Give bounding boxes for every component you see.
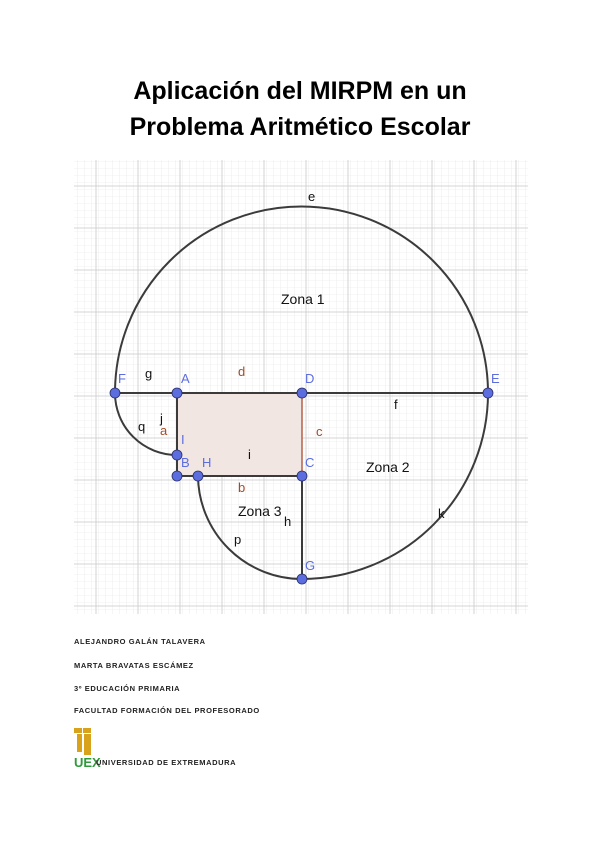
label-segment-h: h <box>284 514 292 529</box>
label-arc-q: q <box>138 419 146 434</box>
university-name: UNIVERSIDAD DE EXTREMADURA <box>96 758 237 767</box>
label-point-a: A <box>181 371 190 386</box>
faculty: FACULTAD FORMACIÓN DEL PROFESORADO <box>74 706 260 715</box>
label-point-f: F <box>118 371 126 386</box>
label-segment-d: d <box>238 364 246 379</box>
label-point-c: C <box>305 455 315 470</box>
author-2: MARTA BRAVATAS ESCÁMEZ <box>74 661 194 670</box>
label-segment-j: j <box>160 411 163 426</box>
label-zone-1: Zona 1 <box>281 291 325 307</box>
label-point-h: H <box>202 455 212 470</box>
label-point-g: G <box>305 558 316 573</box>
label-arc-e: e <box>308 189 316 204</box>
point-d <box>297 388 307 398</box>
point-g <box>297 574 307 584</box>
label-segment-a: a <box>160 423 168 438</box>
label-segment-i: i <box>248 447 251 462</box>
label-segment-f: f <box>394 397 398 412</box>
point-c <box>297 471 307 481</box>
label-zone-3: Zona 3 <box>238 503 282 519</box>
point-a <box>172 388 182 398</box>
label-arc-p: p <box>234 532 242 547</box>
label-point-b: B <box>181 455 190 470</box>
point-h <box>193 471 203 481</box>
label-point-e: E <box>491 371 500 386</box>
point-e <box>483 388 493 398</box>
label-zone-2: Zona 2 <box>366 459 410 475</box>
label-segment-g: g <box>145 366 153 381</box>
label-segment-c: c <box>316 424 323 439</box>
author-1: ALEJANDRO GALÁN TALAVERA <box>74 637 206 646</box>
course: 3º EDUCACIÓN PRIMARIA <box>74 684 181 693</box>
title-line-2: Problema Aritmético Escolar <box>129 113 471 141</box>
title-line-1: Aplicación del MIRPM en un <box>133 77 467 105</box>
label-arc-k: k <box>438 506 445 521</box>
logo-mark: UEX <box>74 755 101 770</box>
label-point-d: D <box>305 371 315 386</box>
university-logo <box>74 728 101 770</box>
point-b <box>172 471 182 481</box>
rectangle-abcd <box>177 393 302 476</box>
label-segment-b: b <box>238 480 246 495</box>
point-f <box>110 388 120 398</box>
label-point-i: I <box>181 432 185 447</box>
